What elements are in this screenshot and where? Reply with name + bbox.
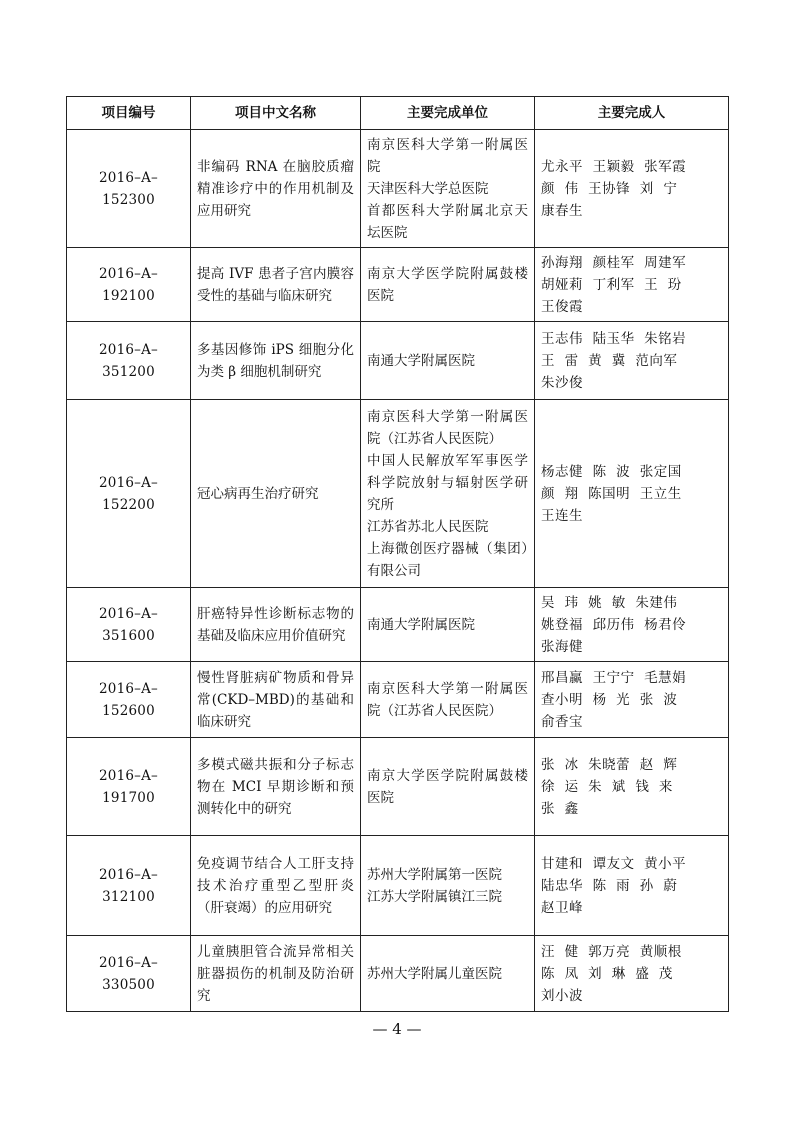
person-line: 杨志健 陈 波 张定国 [541, 463, 682, 480]
project-name-cell: 儿童胰胆管合流异常相关脏器损伤的机制及防治研究 [191, 936, 361, 1012]
unit-line: 南京医科大学第一附属医院（江苏省人民医院） [367, 408, 528, 447]
main-unit-cell [361, 588, 535, 662]
project-code-cell: 2016–A–191700 [67, 738, 191, 836]
person-line: 陆忠华 陈 雨 孙 蔚 [541, 877, 678, 894]
person-line: 颜 伟 王协锋 刘 宁 [541, 180, 678, 197]
unit-line: 南京大学医学院附属鼓楼医院 [367, 265, 528, 304]
project-name-cell: 提高 IVF 患者子宫内膜容受性的基础与临床研究 [191, 248, 361, 322]
person-line: 王志伟 陆玉华 朱铭岩 [541, 330, 687, 347]
person-line: 胡娅莉 丁利军 王 玢 [541, 276, 682, 293]
table-body [67, 130, 729, 1012]
person-line: 吴 玮 姚 敏 朱建伟 [541, 594, 678, 611]
main-persons-cell [535, 588, 729, 662]
person-line: 邢昌赢 王宁宁 毛慧娟 [541, 669, 687, 686]
table-row [67, 588, 729, 662]
header-main-persons: 主要完成人 [535, 97, 729, 130]
person-line: 张 鑫 [541, 800, 579, 817]
project-name-cell: 非编码 RNA 在脑胶质瘤精准诊疗中的作用机制及应用研究 [191, 130, 361, 248]
main-unit-cell [361, 322, 535, 400]
main-unit-cell [361, 400, 535, 588]
person-line: 姚登福 邱历伟 杨君伶 [541, 616, 687, 633]
unit-line: 江苏省苏北人民医院 [367, 518, 489, 535]
project-name-cell: 冠心病再生治疗研究 [191, 400, 361, 588]
person-line: 刘小波 [541, 987, 583, 1004]
header-main-unit: 主要完成单位 [361, 97, 535, 130]
header-project-name: 项目中文名称 [191, 97, 361, 130]
table-row [67, 130, 729, 248]
main-unit-cell [361, 248, 535, 322]
person-line: 汪 健 郭万亮 黄顺根 [541, 943, 682, 960]
unit-line: 南京医科大学第一附属医院（江苏省人民医院） [367, 680, 528, 719]
page-number: — 4 — [372, 1020, 422, 1038]
table-row [67, 400, 729, 588]
main-persons-cell [535, 836, 729, 936]
unit-line: 南京医科大学第一附属医院 [367, 136, 528, 175]
person-line: 张海健 [541, 638, 583, 655]
person-line: 颜 翔 陈国明 王立生 [541, 485, 682, 502]
main-unit-cell [361, 130, 535, 248]
main-persons-cell [535, 322, 729, 400]
project-code-cell: 2016–A–312100 [67, 836, 191, 936]
project-code-cell: 2016–A–152300 [67, 130, 191, 248]
project-code-cell: 2016–A–330500 [67, 936, 191, 1012]
unit-line: 首都医科大学附属北京天坛医院 [367, 202, 528, 241]
project-name-cell: 多模式磁共振和分子标志物在 MCI 早期诊断和预测转化中的研究 [191, 738, 361, 836]
header-project-code: 项目编号 [67, 97, 191, 130]
person-line: 赵卫峰 [541, 899, 583, 916]
main-unit-cell [361, 662, 535, 738]
table-row [67, 936, 729, 1012]
person-line: 徐 运 朱 斌 钱 来 [541, 778, 673, 795]
project-name-cell: 肝癌特异性诊断标志物的基础及临床应用价值研究 [191, 588, 361, 662]
table-row [67, 738, 729, 836]
unit-line: 苏州大学附属儿童医院 [367, 965, 502, 982]
person-line: 朱沙俊 [541, 374, 583, 391]
main-persons-cell [535, 738, 729, 836]
main-unit-cell [361, 836, 535, 936]
project-name-cell: 免疫调节结合人工肝支持技术治疗重型乙型肝炎（肝衰竭）的应用研究 [191, 836, 361, 936]
unit-line: 南京大学医学院附属鼓楼医院 [367, 767, 528, 806]
project-code-cell: 2016–A–192100 [67, 248, 191, 322]
table-row [67, 322, 729, 400]
unit-line: 天津医科大学总医院 [367, 180, 489, 197]
project-code-cell: 2016–A–351600 [67, 588, 191, 662]
main-persons-cell [535, 400, 729, 588]
table-row [67, 836, 729, 936]
table-header-row [67, 97, 729, 130]
person-line: 尤永平 王颖毅 张军霞 [541, 158, 687, 175]
project-code-cell: 2016–A–351200 [67, 322, 191, 400]
project-name-cell: 多基因修饰 iPS 细胞分化为类 β 细胞机制研究 [191, 322, 361, 400]
person-line: 陈 凤 刘 琳 盛 茂 [541, 965, 673, 982]
award-table [66, 96, 729, 1012]
person-line: 王 雷 黄 冀 范向军 [541, 352, 678, 369]
project-code-cell: 2016–A–152200 [67, 400, 191, 588]
person-line: 查小明 杨 光 张 波 [541, 691, 678, 708]
unit-line: 中国人民解放军军事医学科学院放射与辐射医学研究所 [367, 452, 528, 513]
person-line: 孙海翔 颜桂军 周建军 [541, 254, 687, 271]
person-line: 王俊霞 [541, 298, 583, 315]
main-persons-cell [535, 130, 729, 248]
project-code-cell: 2016–A–152600 [67, 662, 191, 738]
table-row [67, 248, 729, 322]
main-unit-cell [361, 936, 535, 1012]
main-unit-cell [361, 738, 535, 836]
unit-line: 南通大学附属医院 [367, 352, 475, 369]
person-line: 康春生 [541, 202, 583, 219]
person-line: 俞香宝 [541, 713, 583, 730]
unit-line: 江苏大学附属镇江三院 [367, 888, 502, 905]
main-persons-cell [535, 936, 729, 1012]
person-line: 王连生 [541, 507, 583, 524]
unit-line: 上海微创医疗器械（集团）有限公司 [367, 540, 528, 579]
person-line: 甘建和 谭友文 黄小平 [541, 855, 687, 872]
project-name-cell: 慢性肾脏病矿物质和骨异常(CKD–MBD)的基础和临床研究 [191, 662, 361, 738]
unit-line: 苏州大学附属第一医院 [367, 866, 502, 883]
unit-line: 南通大学附属医院 [367, 616, 475, 633]
table-row [67, 662, 729, 738]
person-line: 张 冰 朱晓蕾 赵 辉 [541, 756, 678, 773]
main-persons-cell [535, 662, 729, 738]
main-persons-cell [535, 248, 729, 322]
